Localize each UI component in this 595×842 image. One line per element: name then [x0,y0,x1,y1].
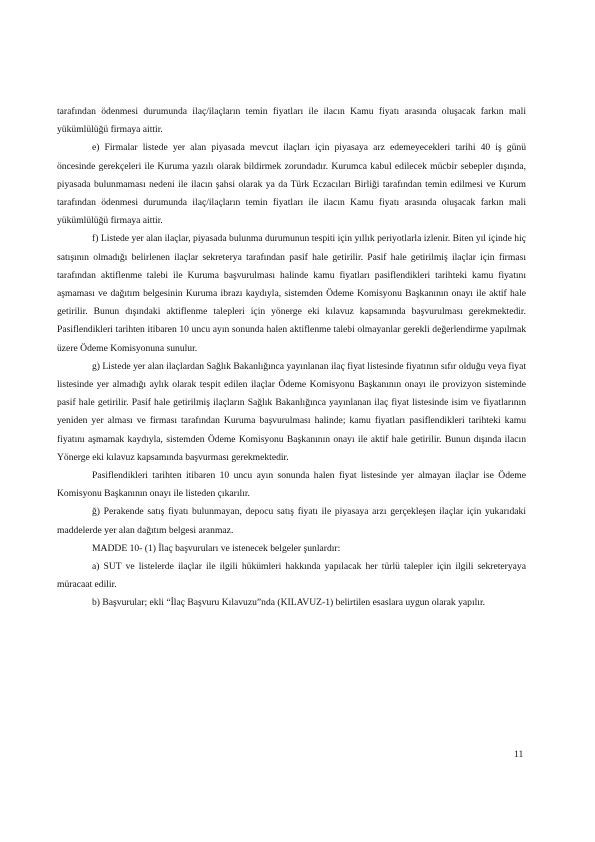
paragraph-text: Pasiflendikleri tarihten itibaren 10 uncu ayın sonunda halen fiyat listesinde yer almayan ilaçlar ise Ödeme Komisyonu Başkanının onayı ile listeden çıkarılır. [57,470,526,500]
paragraph-text: f) Listede yer alan ilaçlar, piyasada bulunma durumunun tespiti için yıllık periyotlarla izlenir. Biten yıl içinde hiç satışının olmadığı belirlenen ilaçlar sekreterya tarafından pasif hale getirilir. Pasif hale getirilmiş ilaçlar için firması tarafından aktiflenme talebi ile Kuruma başvurulması halinde kamu fiyatları pasiflendikleri tarihteki kamu fiyatını aşmaması ve dağıtım belgesinin Kuruma ibrazı kaydıyla, sistemden Ödeme Komisyonu Başkanının onayı ile aktif hale getirilir. Bunun dışındaki aktiflenme talepleri için yönerge eki kılavuz kapsamında başvurulması gerekmektedir. Pasiflendikleri tarihten itibaren 10 uncu ayın sonunda halen aktiflenme talebi olmayanlar gerekli değerlendirme yapılmak üzere Ödeme Komisyonuna sunulur. [57,233,526,354]
paragraph-item-a [57,558,526,594]
paragraph-continuation [57,103,526,139]
document-body [57,103,526,613]
paragraph-pasiflendikleri [57,467,526,503]
paragraph-item-e [57,139,526,230]
paragraph-text: a) SUT ve listelerde ilaçlar ile ilgili hükümleri hakkında yapılacak her türlü talepler için ilgili sekreteryaya müracaat edilir. [57,561,526,591]
paragraph-text: ğ) Perakende satış fiyatı bulunmayan, depocu satış fiyatı ile piyasaya arzı gerçekleşen ilaçlar için yukarıdaki maddelerde yer alan dağıtım belgesi aranmaz. [57,506,526,536]
page-number: 11 [514,749,524,760]
paragraph-item-gh [57,503,526,539]
paragraph-text: e) Firmalar listede yer alan piyasada mevcut ilaçları için piyasaya arz edemeyecekleri tarihi 40 iş günü öncesinde gerekçeleri ile Kuruma yazılı olarak bildirmek zorundadır. Kurumca kabul edilecek mücbir sebepler dışında, piyasada bulunmaması nedeni ile ilacın şahsi olarak ya da Türk Eczacıları Birliği tarafından temin edilmesi ve Kurum tarafından ödenmesi durumunda ilaç/ilaçların temin fiyatları ile ilacın Kamu fiyatı arasında oluşacak farkın mali yükümlülüğü firmaya aittir. [57,142,526,227]
paragraph-text: tarafından ödenmesi durumunda ilaç/ilaçların temin fiyatları ile ilacın Kamu fiyatı arasında oluşacak farkın mali yükümlülüğü firmaya aittir. [57,106,526,136]
paragraph-item-b [57,594,526,612]
paragraph-text: b) Başvurular; ekli “İlaç Başvuru Kılavuzu”nda (KILAVUZ-1) belirtilen esaslara uygun olarak yapılır. [92,597,486,609]
paragraph-text: g) Listede yer alan ilaçlardan Sağlık Bakanlığınca yayınlanan ilaç fiyat listesinde fiyatının sıfır olduğu veya fiyat listesinde yer almadığı aylık olarak tespit edilen ilaçlar Ödeme Komisyonu Başkanının onayı ile provizyon sisteminde pasif hale getirilir. Pasif hale getirilmiş ilaçların Sağlık Bakanlığınca yayınlanan ilaç fiyat listesinde isim ve fiyatlarının yeniden yer alması ve firması tarafından Kuruma başvurulması halinde; kamu fiyatları pasiflendikleri tarihteki kamu fiyatını aşmamak kaydıyla, sistemden Ödeme Komisyonu Başkanının onayı ile aktif hale getirilir. Bunun dışında ilacın Yönerge eki kılavuz kapsamında başvurması gerekmektedir. [57,360,526,463]
paragraph-item-g [57,358,526,467]
article-heading: MADDE 10- [92,542,143,554]
paragraph-item-f [57,230,526,357]
paragraph-madde-10 [57,540,526,558]
paragraph-text: (1) İlaç başvuruları ve istenecek belgeler şunlardır: [142,542,341,554]
